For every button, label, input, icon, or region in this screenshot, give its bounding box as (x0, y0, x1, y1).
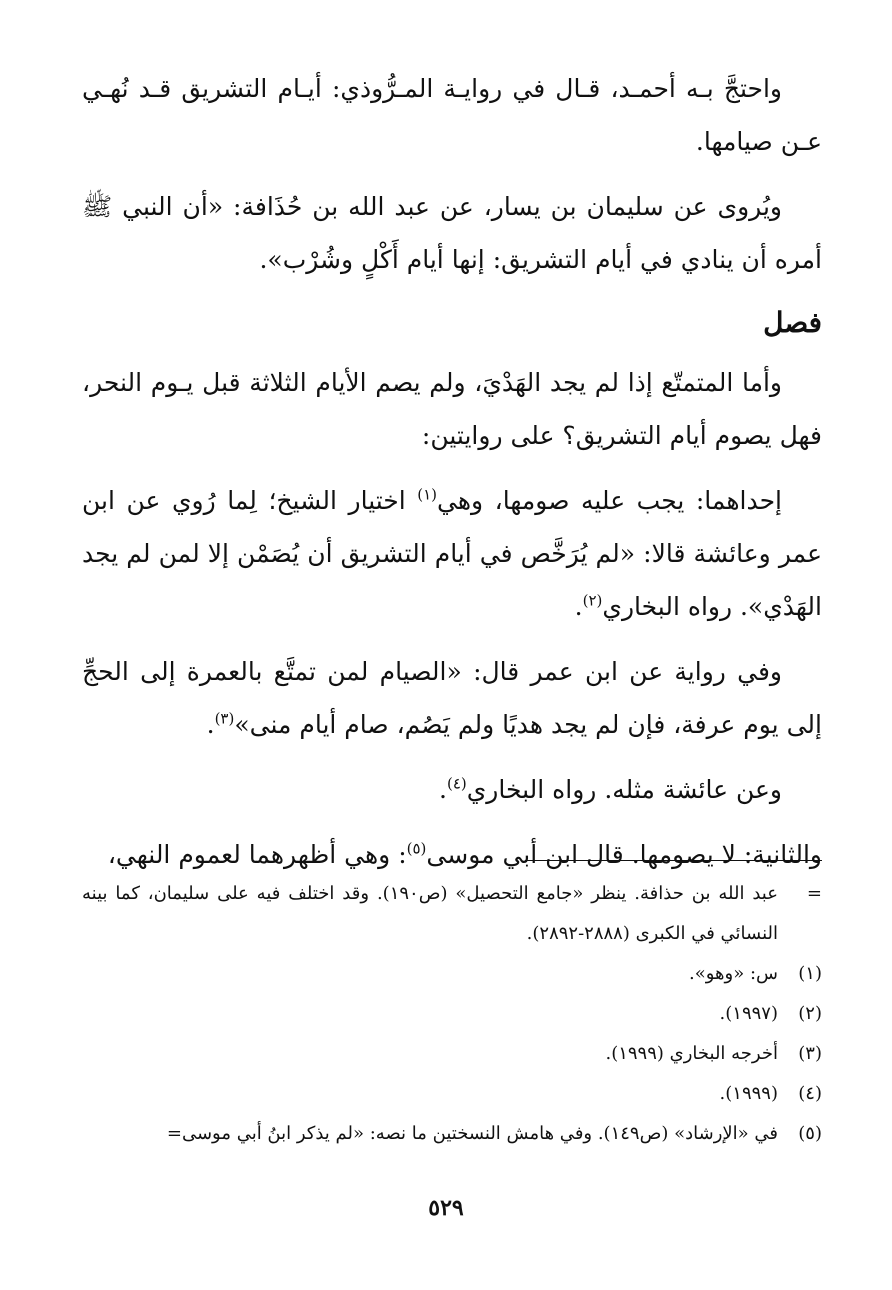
footnotes (82, 874, 822, 1154)
footnote-continuation (82, 874, 822, 954)
paragraph-6-part-a: وعن عائشة مثله. رواه البخاري (466, 775, 782, 804)
footnote-marker-2: (٢) (582, 591, 603, 610)
footnote-marker-1: (١) (417, 485, 438, 504)
footnote-text: (١٩٩٩). (719, 1083, 778, 1104)
page-number: ٥٢٩ (428, 1195, 464, 1221)
paragraph-7-part-a: والثانية: لا يصومها. قال ابن أبي موسى (426, 840, 822, 869)
footnote-1 (82, 954, 822, 994)
paragraph-4-part-a: إحداهما: يجب عليه صومها، وهي (437, 486, 782, 515)
footnote-number: = (806, 883, 822, 904)
paragraph-7-part-b: : وهي أظهرهما لعموم النهي، (107, 840, 407, 869)
footnote-marker-3: (٣) (214, 709, 235, 728)
footnote-number: (٢) (798, 1003, 822, 1024)
paragraph-5-part-b: . (206, 710, 215, 739)
paragraph-4-part-c: . (574, 592, 583, 621)
paragraph-6-part-b: . (439, 775, 447, 804)
paragraph-5 (82, 645, 822, 751)
footnote-marker-5: (٥) (406, 839, 427, 858)
section-heading: فصل (763, 306, 822, 339)
footnote-number: (٥) (798, 1123, 822, 1144)
footnote-number: (١) (798, 963, 822, 984)
footnote-4 (82, 1074, 822, 1114)
footnote-number: (٤) (798, 1083, 822, 1104)
footnote-text: في «الإرشاد» (ص١٤٩). وفي هامش النسختين ما نصه: «لم يذكر ابنُ أبي موسى= (166, 1123, 778, 1144)
footnote-5 (82, 1114, 822, 1154)
paragraph-4 (82, 474, 822, 633)
main-text (82, 62, 822, 893)
paragraph-6 (82, 763, 822, 816)
paragraph-1: واحتجَّ بـه أحمـد، قـال في روايـة المـرُّوذي: أيـام التشريق قـد نُهـي عـن صيامها. (82, 74, 822, 156)
footnote-marker-4: (٤) (446, 774, 467, 793)
footnote-3 (82, 1034, 822, 1074)
footnote-text: أخرجه البخاري (١٩٩٩). (605, 1043, 778, 1064)
footnote-2 (82, 994, 822, 1034)
paragraph-3: وأما المتمتّع إذا لم يجد الهَدْيَ، ولم يصم الأيام الثلاثة قبل يـوم النحر، فهل يصوم أيام التشريق؟ على روايتين: (82, 368, 822, 450)
paragraph-5-part-a: وفي رواية عن ابن عمر قال: «الصيام لمن تمتَّع بالعمرة إلى الحجِّ إلى يوم عرفة، فإن لم يجد هديًا ولم يَصُم، صام أيام منى» (82, 657, 822, 739)
footnote-text: س: «وهو». (689, 963, 778, 984)
footnote-text: (١٩٩٧). (719, 1003, 778, 1024)
footnote-number: (٣) (798, 1043, 822, 1064)
footnote-separator (525, 860, 822, 861)
footnote-text: عبد الله بن حذافة. ينظر «جامع التحصيل» (ص١٩٠). وقد اختلف فيه على سليمان، كما بينه النسائي في الكبرى (٢٨٨٨-٢٨٩٢). (82, 883, 778, 944)
paragraph-4-part-b: اختيار الشيخ؛ لِما رُوي عن ابن عمر وعائشة قالا: «لم يُرَخَّص في أيام التشريق أن يُصَمْن إلا لمن لم يجد الهَدْي». رواه البخاري (82, 486, 822, 621)
paragraph-2: ويُروى عن سليمان بن يسار، عن عبد الله بن حُذَافة: «أن النبي ﷺ أمره أن ينادي في أيام التشريق: إنها أيام أَكْلٍ وشُرْب». (82, 192, 822, 274)
